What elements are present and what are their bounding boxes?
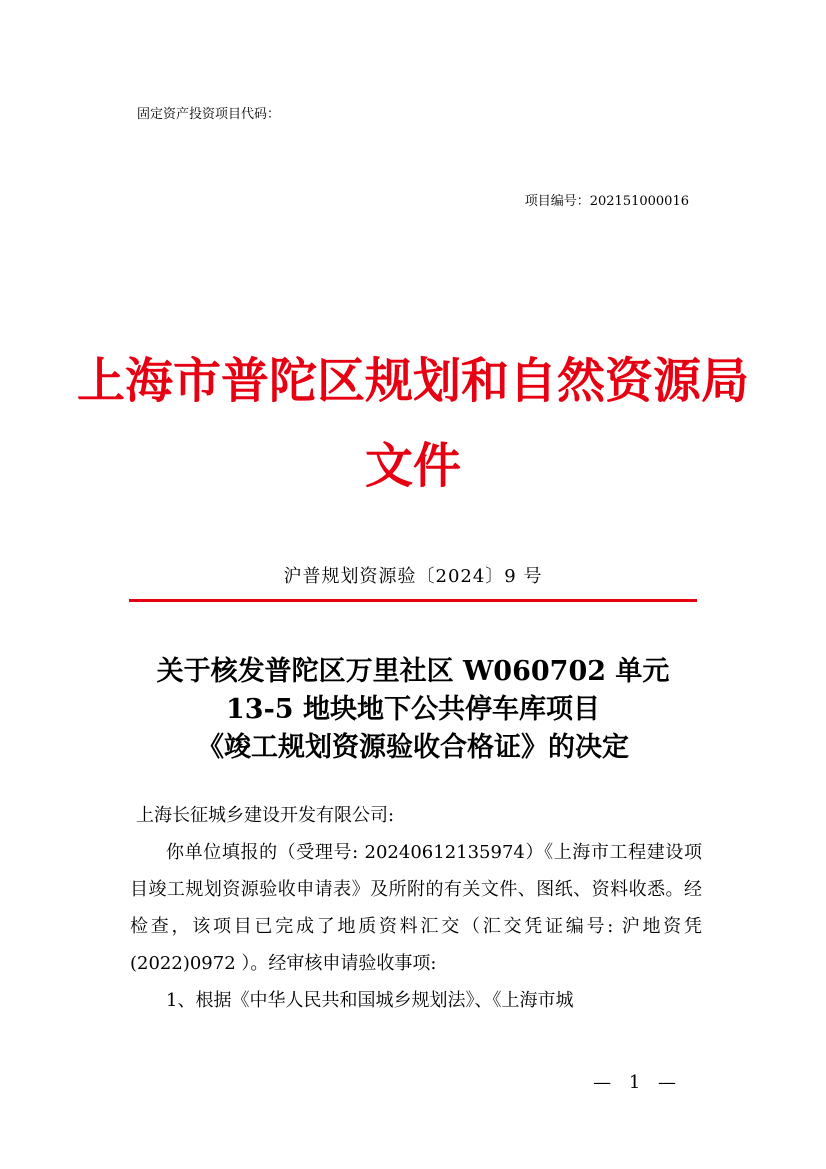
red-divider: [129, 599, 697, 602]
salutation: 上海长征城乡建设开发有限公司:: [136, 805, 395, 826]
decision-title: [100, 653, 726, 767]
investment-code-label: 固定资产投资项目代码：: [137, 107, 281, 122]
decision-title-line-3: 《竣工规划资源验收合格证》的决定: [197, 732, 629, 763]
document-word: 文件: [364, 438, 461, 494]
project-number: 项目编号：202151000016: [524, 194, 689, 209]
issuer-title: 上海市普陀区规划和自然资源局: [76, 353, 749, 409]
decision-title-line-2: 13-5 地块地下公共停车库项目: [226, 694, 600, 725]
decision-title-line-1: 关于核发普陀区万里社区 W060702 单元: [156, 656, 670, 687]
body-paragraph-2: 1、根据《中华人民共和国城乡规划法》、《上海市城: [166, 990, 574, 1011]
body-paragraph-1: 你单位填报的（受理号: 20240612135974）《上海市工程建设项目竣工规划资源验收申请表》及所附的有关文件、图纸、资料收悉。经检查，该项目已完成了地质资料汇交（汇交凭证编号: 沪地资凭(2022)0972 ）。经审核申请验收事项:: [130, 842, 702, 974]
body-text: [130, 797, 702, 1019]
page-number: — 1 —: [593, 1072, 682, 1093]
document-number: 沪普规划资源验〔2024〕9 号: [283, 566, 543, 587]
